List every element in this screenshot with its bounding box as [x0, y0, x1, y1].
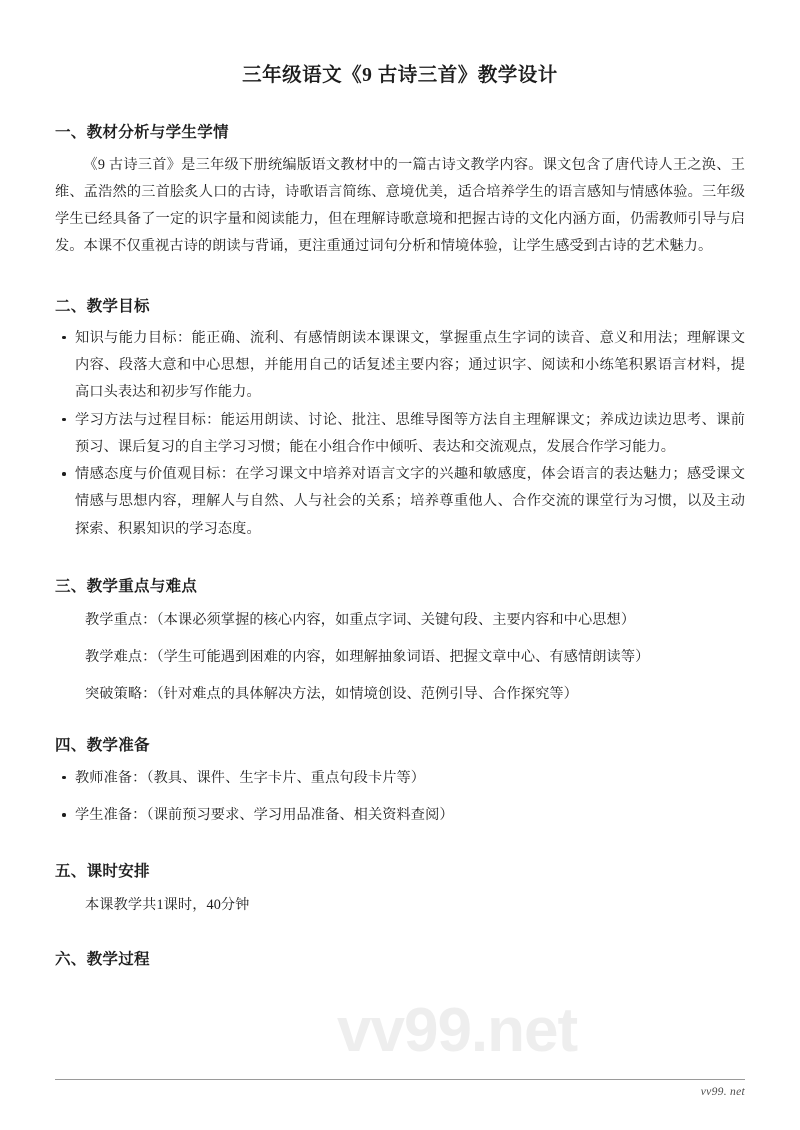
section-heading-1: 一、教材分析与学生学情: [55, 124, 229, 142]
section-textbook-analysis: [55, 121, 745, 260]
lesson-schedule-line: 本课教学共1课时，40分钟: [85, 897, 250, 914]
footer-site-label: vv99. net: [700, 1086, 745, 1098]
list-item: 知识与能力目标：能正确、流利、有感情朗读本课课文，掌握重点生字词的读音、意义和用法；理解课文内容、段落大意和中心思想，并能用自己的话复述主要内容；通过识字、阅读和小练笔积累语言材料，提高口头表达和初步写作能力。: [55, 325, 745, 407]
section-teaching-objectives: [55, 295, 745, 543]
section-lesson-schedule: [55, 860, 745, 917]
footer-divider: [55, 1079, 745, 1080]
list-item: 情感态度与价值观目标：在学习课文中培养对语言文字的兴趣和敏感度，体会语言的表达魅力；感受课文情感与思想内容，理解人与自然、人与社会的关系；培养尊重他人、合作交流的课堂行为习惯，以及主动探索、积累知识的学习态度。: [55, 461, 745, 543]
list-item: 学习方法与过程目标：能运用朗读、讨论、批注、思维导图等方法自主理解课文；养成边读边思考、课前预习、课后复习的自主学习习惯；能在小组合作中倾听、表达和交流观点，发展合作学习能力。: [55, 407, 745, 462]
objectives-list: [55, 325, 745, 543]
section-heading-4: 四、教学准备: [55, 737, 150, 755]
list-item: 教师准备：（教具、课件、生字卡片、重点句段卡片等）: [55, 765, 745, 792]
section-teaching-preparation: [55, 734, 745, 829]
difficulty-line: 教学难点：（学生可能遇到困难的内容，如理解抽象词语、把握文章中心、有感情朗读等）: [85, 648, 650, 665]
section-teaching-process: [55, 948, 745, 971]
preparation-list: [55, 765, 745, 830]
watermark-vv99net: vv99.net: [337, 996, 578, 1065]
section-1-paragraph: 《9 古诗三首》是三年级下册统编版语文教材中的一篇古诗文教学内容。课文包含了唐代诗人王之涣、王维、孟浩然的三首脍炙人口的古诗，诗歌语言简练、意境优美，适合培养学生的语言感知与情感体验。三年级学生已经具备了一定的识字量和阅读能力，但在理解诗歌意境和把握古诗的文化内涵方面，仍需教师引导与启发。本课不仅重视古诗的朗读与背诵，更注重通过词句分析和情境体验，让学生感受到古诗的艺术魅力。: [55, 156, 745, 255]
strategy-line: 突破策略：（针对难点的具体解决方法，如情境创设、范例引导、合作探究等）: [85, 685, 578, 702]
section-heading-5: 五、课时安排: [55, 863, 150, 881]
section-heading-3: 三、教学重点与难点: [55, 577, 198, 595]
list-item: 学生准备：（课前预习要求、学习用品准备、相关资料查阅）: [55, 802, 745, 829]
page-title: 三年级语文《9 古诗三首》教学设计: [242, 65, 558, 86]
page-footer: [55, 1079, 745, 1098]
section-key-points-difficulties: [55, 575, 745, 705]
section-heading-6: 六、教学过程: [55, 951, 150, 969]
section-heading-2: 二、教学目标: [55, 297, 150, 315]
key-point-line: 教学重点：（本课必须掌握的核心内容，如重点字词、关键句段、主要内容和中心思想）: [85, 612, 636, 629]
